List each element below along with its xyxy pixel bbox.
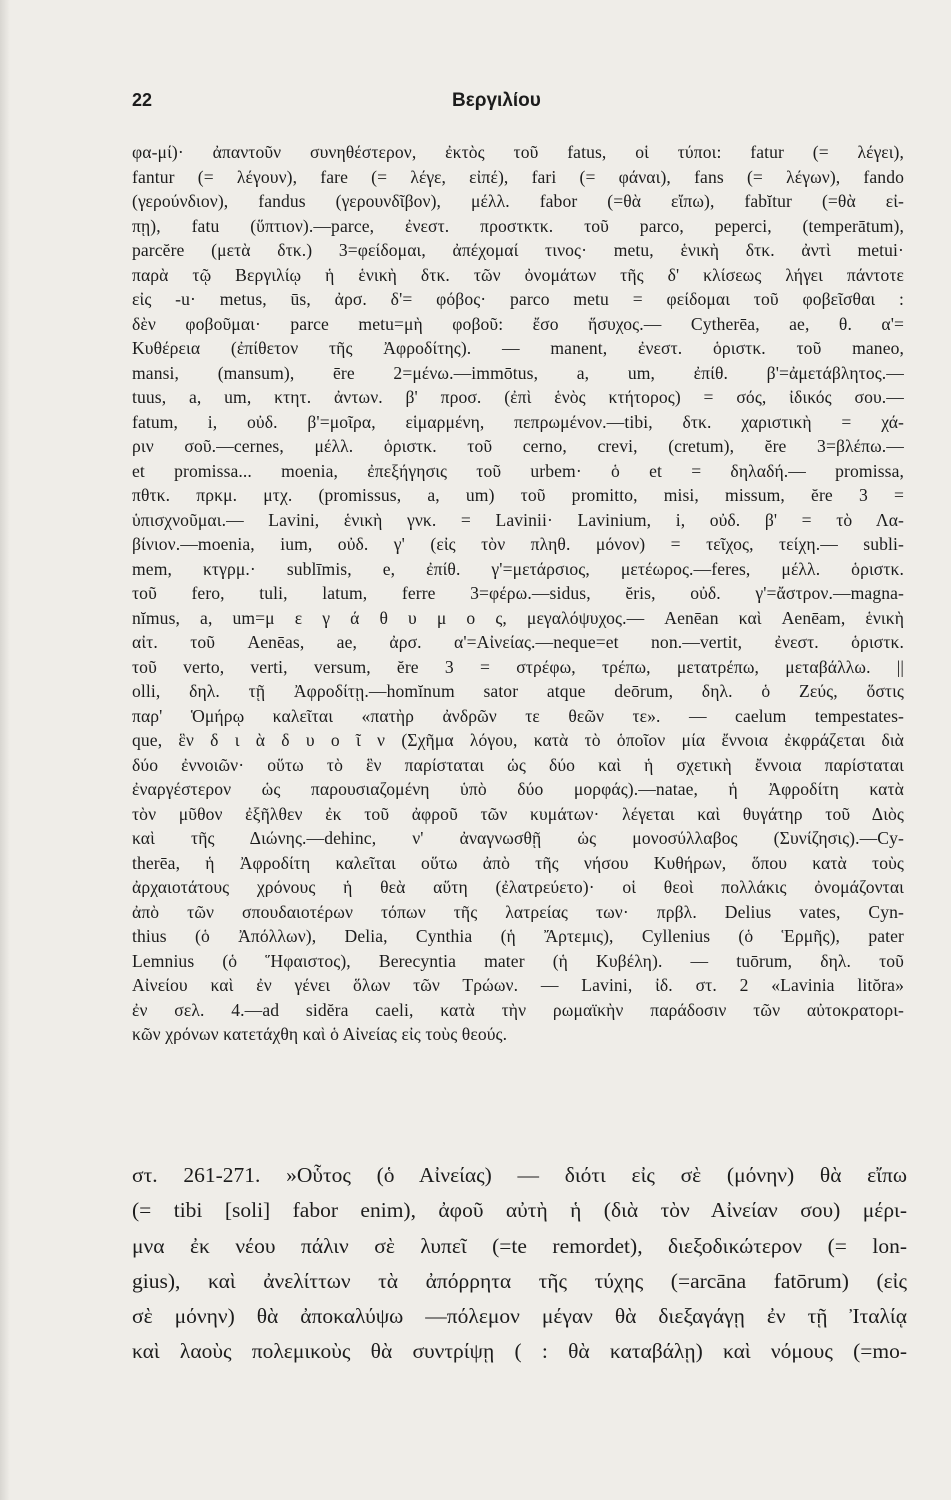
verse-line: στ. 261-271. »Οὗτος (ὁ Αἰνείας) — διότι εἰς σὲ (μόνην) θὰ εἴπω (132, 1163, 907, 1187)
commentary-line: ἀπὸ τῶν σπουδαιοτέρων τόπων τῆς λατρείας των· πρβλ. Delius vates, Cyn- (132, 901, 904, 922)
verse-line: καὶ λαοὺς πολεμικοὺς θὰ συντρίψῃ ( : θὰ καταβάλῃ) καὶ νόμους (=mo- (132, 1339, 907, 1364)
page-edge-shadow (0, 0, 10, 1500)
commentary-line: nĭmus, a, um=μ ε γ ά θ υ μ ο ς, μεγαλόψυχος.— Aenēan καὶ Aenēam, ἑνικὴ (132, 607, 904, 628)
commentary-block (132, 140, 904, 1047)
commentary-line: Κυθέρεια (ἐπίθετον τῆς Ἀφροδίτης). — manent, ἐνεστ. ὁριστκ. τοῦ maneo, (132, 338, 904, 358)
commentary-line: mansi, (mansum), ēre 2=μένω.—immōtus, a, um, ἐπίθ. β'=ἀμετάβλητος.— (132, 362, 904, 383)
commentary-line: παρ' Ὁμήρῳ καλεῖται «πατὴρ ἀνδρῶν τε θεῶν τε». — caelum tempestates- (132, 705, 904, 726)
verse-line: (= tibi [soli] fabor enim), ἀφοῦ αὐτὴ ἡ (διὰ τὸν Αἰνείαν σου) μέρι- (132, 1198, 907, 1223)
verse-line: gius), καὶ ἀνελίττων τὰ ἀπόρρητα τῆς τύχης (=arcāna fatōrum) (εἰς (132, 1268, 907, 1293)
commentary-line: τοῦ verto, verti, versum, ĕre 3 = στρέφω, τρέπω, μετατρέπω, μεταβάλλω. || (132, 656, 904, 677)
commentary-line: ὑπισχνοῦμαι.— Lavini, ἑνικὴ γνκ. = Lavinii· Lavinium, i, οὐδ. β' = τὸ Λα- (132, 509, 904, 530)
page-number: 22 (132, 90, 153, 110)
running-head: Βεργιλίου (452, 90, 541, 111)
commentary-line: καὶ τῆς Διώνης.—dehinc, ν' ἀναγνωσθῇ ὡς μονοσύλλαβος (Συνίζησις).—Cy- (132, 828, 904, 848)
commentary-line: parcĕre (μετὰ δτκ.) 3=φείδομαι, ἀπέχομαί τινος· metu, ἑνικὴ δτκ. ἀντὶ metui· (132, 240, 904, 260)
commentary-line: ἀρχαιοτάτους χρόνους ἡ θεὰ αὕτη (ἐλατρεύετο)· οἱ θεοὶ πολλάκις ὀνομάζονται (132, 877, 904, 897)
commentary-line: que, ἓν δ ι ὰ δ υ ο ῖ ν (Σχῆμα λόγου, κατὰ τὸ ὁποῖον μία ἔννοια ἐκφράζεται διὰ (132, 730, 904, 750)
commentary-line: fatum, i, οὐδ. β'=μοῖρα, εἱμαρμένη, πεπρωμένον.—tibi, δτκ. χαριστικὴ = χά- (132, 411, 904, 432)
verse-translation-block (132, 1158, 907, 1370)
commentary-line: ἐν σελ. 4.—ad sidĕra caeli, κατὰ τὴν ρωμαϊκὴν παράδοσιν τῶν αὐτοκρατορι- (132, 999, 904, 1020)
commentary-line: thius (ὁ Ἀπόλλων), Delia, Cynthia (ἡ Ἄρτεμις), Cyllenius (ὁ Ἑρμῆς), pater (132, 926, 904, 946)
commentary-line: παρὰ τῷ Βεργιλίῳ ἡ ἑνικὴ δτκ. τῶν ὀνομάτων τῆς δ' κλίσεως λήγει πάντοτε (132, 264, 904, 285)
commentary-line: δύο ἐννοιῶν· οὕτω τὸ ἓν παρίσταται ὡς δύο καὶ ἡ σχετικὴ ἔννοια παρίσταται (132, 754, 904, 775)
commentary-line: ἐναργέστερον ὡς παρουσιαζομένη ὑπὸ δύο μορφάς).—natae, ἡ Ἀφροδίτη κατὰ (132, 779, 904, 799)
verse-line: σὲ μόνην) θὰ ἀποκαλύψω —πόλεμον μέγαν θὰ διεξαγάγῃ ἐν τῇ Ἰταλίᾳ (132, 1304, 907, 1329)
commentary-line: τοῦ fero, tuli, latum, ferre 3=φέρω.—sidus, ĕris, οὐδ. γ'=ἄστρον.—magna- (132, 583, 904, 603)
page-header (132, 90, 902, 120)
commentary-line: ριν σοῦ.—cernes, μέλλ. ὁριστκ. τοῦ cerno, crevi, (cretum), ĕre 3=βλέπω.— (132, 436, 904, 456)
verse-line: μνα ἐκ νέου πάλιν σὲ λυπεῖ (=te remordet), διεξοδικώτερον (= lon- (132, 1233, 907, 1258)
commentary-line: therēa, ἡ Ἀφροδίτη καλεῖται οὕτω ἀπὸ τῆς νήσου Κυθήρων, ὅπου κατὰ τοὺς (132, 852, 904, 873)
commentary-line: βίνιον.—moenia, ium, οὐδ. γ' (εἰς τὸν πληθ. μόνον) = τεῖχος, τείχη.— subli- (132, 534, 904, 554)
commentary-line: δὲν φοβοῦμαι· parce metu=μὴ φοβοῦ: ἔσο ἥσυχος.— Cytherēa, ae, θ. α'= (132, 313, 904, 334)
commentary-line: πῃ), fatu (ὕπτιον).—parce, ἐνεστ. προστκτκ. τοῦ parco, peperci, (temperātum), (132, 215, 904, 236)
commentary-line: tuus, a, um, κτητ. ἀντων. β' προσ. (ἐπὶ ἑνὸς κτήτορος) = σός, ἰδικός σου.— (132, 387, 904, 407)
commentary-line: εἰς -u· metus, ūs, ἀρσ. δ'= φόβος· parco metu = φείδομαι τοῦ φοβεῖσθαι : (132, 289, 904, 309)
commentary-line: Lemnius (ὁ Ἥφαιστος), Berecyntia mater (ἡ Κυβέλη). — tuōrum, δηλ. τοῦ (132, 950, 904, 971)
commentary-line: φα-μί)· ἀπαντοῦν συνηθέστερον, ἐκτὸς τοῦ fatus, οἱ τύποι: fatur (= λέγει), (132, 142, 904, 162)
commentary-line: (γερούνδιον), fandus (γερουνδῖβον), μέλλ. fabor (=θὰ εἴπω), fabĭtur (=θὰ εἰ- (132, 191, 904, 211)
commentary-line: Αἰνείου καὶ ἐν γένει ὅλων τῶν Τρώων. — Lavini, ἰδ. στ. 2 «Lavinia litŏra» (132, 975, 904, 995)
commentary-line: πθτκ. πρκμ. μτχ. (promissus, a, um) τοῦ promitto, misi, missum, ĕre 3 = (132, 485, 904, 505)
commentary-line: αἰτ. τοῦ Aenēas, ae, ἀρσ. α'=Αἰνείας.—neque=et non.—vertit, ἐνεστ. ὁριστκ. (132, 632, 904, 652)
commentary-line: fantur (= λέγουν), fare (= λέγε, εἰπέ), fari (= φάναι), fans (= λέγων), fando (132, 166, 904, 187)
commentary-line: κῶν χρόνων κατετάχθη καὶ ὁ Αἰνείας εἰς τοὺς θεούς. (132, 1024, 508, 1044)
commentary-line: et promissa... moenia, ἐπεξήγησις τοῦ urbem· ὁ et = δηλαδή.— promissa, (132, 460, 904, 481)
commentary-line: olli, δηλ. τῇ Ἀφροδίτῃ.—homĭnum sator atque deōrum, δηλ. ὁ Ζεύς, ὅστις (132, 681, 904, 701)
commentary-line: mem, κτγρμ.· sublīmis, e, ἐπίθ. γ'=μετάρσιος, μετέωρος.—feres, μέλλ. ὁριστκ. (132, 558, 904, 579)
commentary-line: τὸν μῦθον ἐξῆλθεν ἐκ τοῦ ἀφροῦ τῶν κυμάτων· λέγεται καὶ θυγάτηρ τοῦ Διὸς (132, 803, 904, 824)
